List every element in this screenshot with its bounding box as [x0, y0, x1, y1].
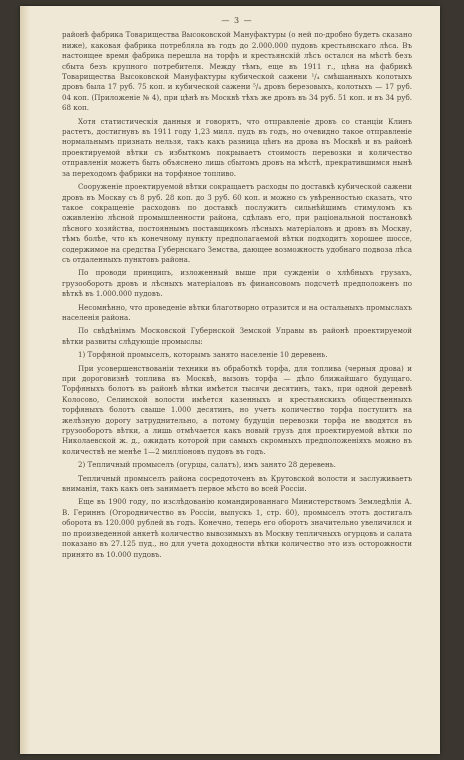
paragraph-6: По свѣдѣніямъ Московской Губернской Земской Управы въ районѣ проектируемой вѣтки развиты слѣдующіе промыслы:	[62, 326, 412, 346]
page-number: — 3 —	[221, 16, 253, 25]
paragraph-2: Хотя статистическія данныя и говорятъ, что отправленіе дровъ со станціи Клинъ растетъ, достигнувъ въ 1911 году 1,23 милл. пудъ въ годъ, но очевидно такое отправленіе нормальнымъ признать нельзя, такъ какъ разница цѣнъ на дрова въ Москвѣ и въ районѣ проектируемой вѣтки съ избыткомъ покрываетъ стоимость перевозки и количество отправленія можетъ быть объяснено лишь сбытомъ дровъ на мѣстѣ, прекратившимся нынѣ за переходомъ фабрики на торфяное топливо.	[62, 116, 412, 178]
paragraph-9: 2) Тепличный промыселъ (огурцы, салатъ), имъ занято 28 деревень.	[78, 460, 336, 470]
page-content	[62, 16, 412, 573]
paragraph-7: 1) Торфяной промыселъ, которымъ занято населеніе 10 деревень.	[78, 350, 328, 360]
page-edge	[20, 6, 30, 754]
paragraph-8: При усовершенствованіи техники въ обработкѣ торфа, для топлива (черныя дрова) и при дороговизнѣ топлива въ Москвѣ, вызовъ торфа — дѣло ближайшаго будущаго. Торфяныхъ болотъ въ районѣ вѣтки имѣется тысячи десятинъ, такъ, при одной деревнѣ Колосово, Селинской волости имѣется казенныхъ и крестьянскихъ общественныхъ торфяныхъ болотъ свыше 1.000 десятинъ, но учетъ количество торфа поступитъ на желѣзную дорогу затруднительно, а потому будущія перевозки торфа не вводятся въ грузооборотъ вѣтки, а лишь отмѣчается какъ новый грузъ для проектируемой вѣтки по Николаевской ж. д., ожидать которой при самыхъ скромныхъ предположеніяхъ можно въ количествѣ не менѣе 1—2 милліоновъ пудовъ въ годъ.	[62, 363, 412, 456]
document-page	[20, 6, 440, 754]
paragraph-1: районѣ фабрика Товарищества Высоковской Мануфактуры (о ней по-дробно будетъ сказано ниже), каковая фабрика потребляла въ годъ до 2.000.000 пудовъ крестьянскаго лѣса. Въ настоящее время фабрика перешла на торфъ и крестьянскій лѣсъ остался на мѣстѣ безъ сбыта безъ крупного потребителя. Между тѣмъ, еще въ 1911 г., цѣна на фабрикѣ Товарищества Высоковской Мануфактуры кубической сажени ¹/₄ смѣшанныхъ колотыхъ дровъ была 17 руб. 75 коп. и кубической сажени ⁵/₄ дровъ березовыхъ, колотыхъ — 17 руб. 04 коп. (Приложеніе № 4), при цѣнѣ въ Москвѣ тѣхъ же дровъ въ 34 руб. 51 коп. и въ 34 руб. 68 коп.	[62, 30, 412, 113]
paragraph-4: По проводи принципъ, изложенный выше при сужденіи о хлѣбныхъ грузахъ, грузооборотъ дровъ и лѣсныхъ матеріаловъ въ финансовомъ подсчетѣ предположенъ по вѣткѣ въ 1.000.000 пудовъ.	[62, 268, 412, 299]
page-bottom-margin	[62, 563, 412, 573]
paragraph-5: Несомнѣнно, что проведеніе вѣтки благотворно отразится и на остальныхъ промыслахъ населенія района.	[62, 302, 412, 322]
paragraph-3: Сооруженіе проектируемой вѣтки сокращаетъ расходы по доставкѣ кубической сажени дровъ въ Москву съ 8 руб. 28 коп. до 3 руб. 60 коп. и можно съ увѣренностью сказать, что такое сокращеніе расходовъ по доставкѣ послужитъ сильнѣйшимъ стимуломъ къ оживленію лѣсной промышленности района, сдѣлавъ его, при раціональной постановкѣ лѣсного хозяйства, постояннымъ поставщикомъ лѣсныхъ матеріаловъ и дровъ въ Москву, тѣмъ болѣе, что къ конечному пункту предполагаемой вѣтки подходитъ хорошее шоссе, содержимое на средства Губернскаго Земства, дающее возможность удобнаго подвоза лѣса съ отдаленныхъ пунктовъ района.	[62, 182, 412, 264]
paragraph-10: Тепличный промыселъ района сосредоточенъ въ Крутовской волости и заслуживаетъ вниманія, такъ какъ онъ занимаетъ первое мѣсто во всей Россіи.	[62, 473, 412, 494]
paragraph-11: Еще въ 1900 году, по изслѣдованію командированнаго Министерствомъ Земледѣлія А. В. Гериннъ (Огородничество въ Россіи, выпускъ 1, стр. 60), промыселъ этотъ достигалъ оборота въ 120.000 рублей въ годъ. Конечно, теперь его оборотъ значительно увеличился и по произведенной анкетѣ количество вывозимыхъ въ Москву тепличныхъ огурцовъ и салата показано въ 27.125 пуд., но для учета доходности вѣтки количество это изъ осторожности принято въ 10.000 пудовъ.	[62, 497, 412, 559]
